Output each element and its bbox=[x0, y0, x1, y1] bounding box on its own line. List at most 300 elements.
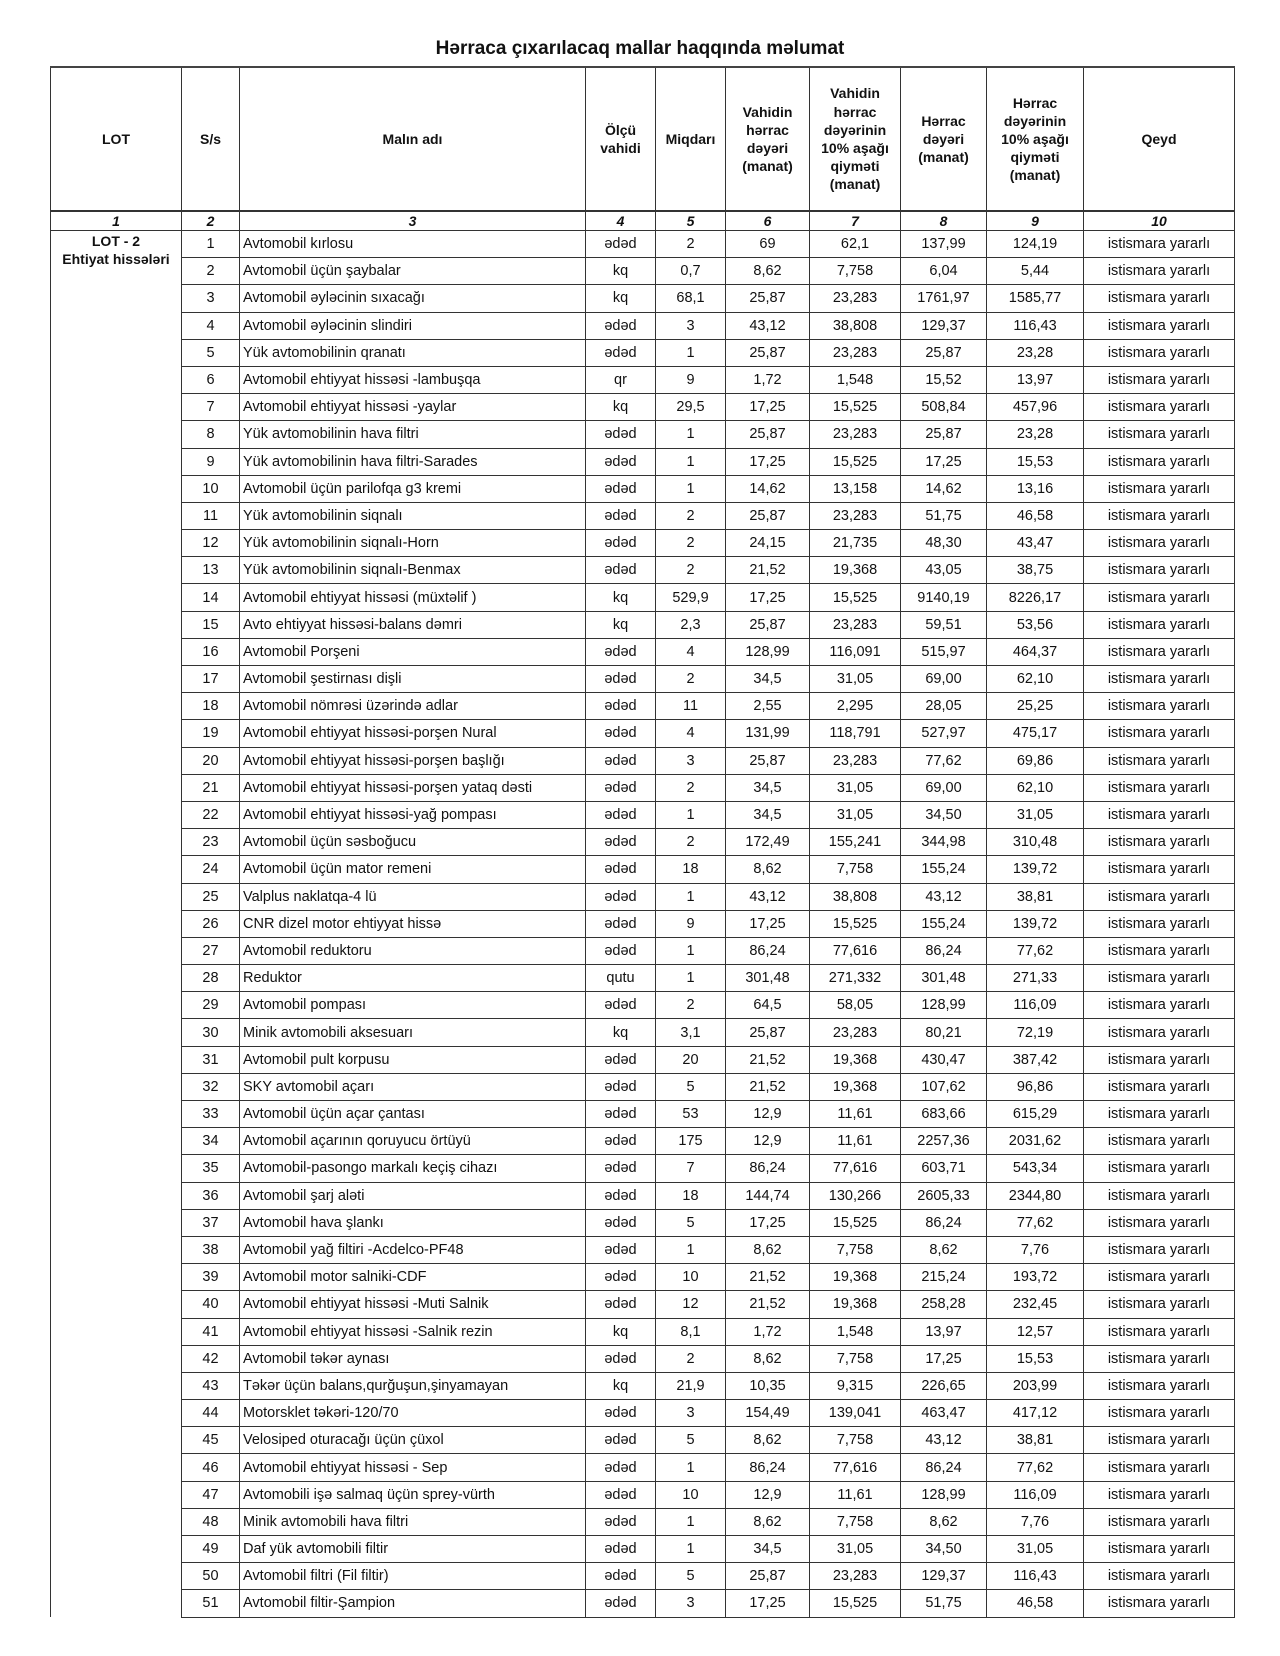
unit-price-cell: 24,15 bbox=[726, 530, 810, 557]
note-cell: istismara yararlı bbox=[1084, 421, 1235, 448]
header-unit-price: Vahidin hərrac dəyəri (manat) bbox=[726, 67, 810, 211]
serial-cell: 11 bbox=[182, 502, 240, 529]
table-row bbox=[51, 231, 1235, 258]
item-name-cell: Avtomobil Porşeni bbox=[240, 638, 586, 665]
header-lot: LOT bbox=[51, 67, 182, 211]
total-price-discount-cell: 23,28 bbox=[987, 339, 1084, 366]
note-cell: istismara yararlı bbox=[1084, 394, 1235, 421]
note-cell: istismara yararlı bbox=[1084, 1073, 1235, 1100]
unit-cell: ədəd bbox=[586, 1400, 656, 1427]
serial-cell: 42 bbox=[182, 1345, 240, 1372]
unit-cell: ədəd bbox=[586, 1101, 656, 1128]
unit-price-cell: 17,25 bbox=[726, 1590, 810, 1617]
unit-cell: ədəd bbox=[586, 883, 656, 910]
quantity-cell: 0,7 bbox=[656, 258, 726, 285]
goods-table bbox=[50, 66, 1235, 1618]
unit-price-cell: 8,62 bbox=[726, 258, 810, 285]
unit-price-cell: 10,35 bbox=[726, 1372, 810, 1399]
table-row bbox=[51, 1155, 1235, 1182]
total-price-cell: 515,97 bbox=[901, 638, 987, 665]
unit-cell: ədəd bbox=[586, 1563, 656, 1590]
quantity-cell: 2 bbox=[656, 992, 726, 1019]
quantity-cell: 2 bbox=[656, 774, 726, 801]
serial-cell: 23 bbox=[182, 829, 240, 856]
quantity-cell: 1 bbox=[656, 1536, 726, 1563]
item-name-cell: Avtomobil reduktoru bbox=[240, 937, 586, 964]
item-name-cell: Avtomobil üçün parilofqa g3 kremi bbox=[240, 475, 586, 502]
total-price-discount-cell: 139,72 bbox=[987, 910, 1084, 937]
serial-cell: 29 bbox=[182, 992, 240, 1019]
quantity-cell: 1 bbox=[656, 883, 726, 910]
unit-price-cell: 43,12 bbox=[726, 883, 810, 910]
unit-cell: ədəd bbox=[586, 421, 656, 448]
unit-price-discount-cell: 271,332 bbox=[810, 965, 901, 992]
note-cell: istismara yararlı bbox=[1084, 937, 1235, 964]
item-name-cell: Avtomobil-pasongo markalı keçiş cihazı bbox=[240, 1155, 586, 1182]
unit-price-discount-cell: 77,616 bbox=[810, 1155, 901, 1182]
total-price-discount-cell: 475,17 bbox=[987, 720, 1084, 747]
serial-cell: 43 bbox=[182, 1372, 240, 1399]
unit-cell: ədəd bbox=[586, 992, 656, 1019]
note-cell: istismara yararlı bbox=[1084, 1128, 1235, 1155]
quantity-cell: 29,5 bbox=[656, 394, 726, 421]
total-price-cell: 155,24 bbox=[901, 910, 987, 937]
unit-price-cell: 86,24 bbox=[726, 1454, 810, 1481]
quantity-cell: 4 bbox=[656, 720, 726, 747]
total-price-cell: 129,37 bbox=[901, 1563, 987, 1590]
unit-price-cell: 21,52 bbox=[726, 557, 810, 584]
item-name-cell: Avtomobil açarının qoruyucu örtüyü bbox=[240, 1128, 586, 1155]
unit-price-discount-cell: 15,525 bbox=[810, 448, 901, 475]
quantity-cell: 1 bbox=[656, 475, 726, 502]
unit-price-discount-cell: 19,368 bbox=[810, 1073, 901, 1100]
item-name-cell: Minik avtomobili aksesuarı bbox=[240, 1019, 586, 1046]
unit-price-cell: 25,87 bbox=[726, 502, 810, 529]
unit-cell: ədəd bbox=[586, 231, 656, 258]
note-cell: istismara yararlı bbox=[1084, 1236, 1235, 1263]
serial-cell: 5 bbox=[182, 339, 240, 366]
table-row bbox=[51, 1563, 1235, 1590]
total-price-discount-cell: 69,86 bbox=[987, 747, 1084, 774]
table-row bbox=[51, 1400, 1235, 1427]
total-price-cell: 8,62 bbox=[901, 1508, 987, 1535]
note-cell: istismara yararlı bbox=[1084, 720, 1235, 747]
quantity-cell: 3 bbox=[656, 747, 726, 774]
item-name-cell: Avtomobil pompası bbox=[240, 992, 586, 1019]
quantity-cell: 175 bbox=[656, 1128, 726, 1155]
quantity-cell: 10 bbox=[656, 1264, 726, 1291]
item-name-cell: Avtomobil ehtiyyat hissəsi-porşen yataq dəsti bbox=[240, 774, 586, 801]
serial-cell: 35 bbox=[182, 1155, 240, 1182]
quantity-cell: 2 bbox=[656, 829, 726, 856]
total-price-discount-cell: 193,72 bbox=[987, 1264, 1084, 1291]
unit-cell: kq bbox=[586, 584, 656, 611]
serial-cell: 24 bbox=[182, 856, 240, 883]
unit-cell: ədəd bbox=[586, 1128, 656, 1155]
total-price-cell: 59,51 bbox=[901, 611, 987, 638]
item-name-cell: Avtomobil əyləcinin slindiri bbox=[240, 312, 586, 339]
lot-label: LOT - 2 bbox=[91, 233, 141, 249]
table-row bbox=[51, 992, 1235, 1019]
unit-cell: ədəd bbox=[586, 747, 656, 774]
total-price-cell: 43,05 bbox=[901, 557, 987, 584]
total-price-discount-cell: 72,19 bbox=[987, 1019, 1084, 1046]
quantity-cell: 2 bbox=[656, 231, 726, 258]
unit-cell: ədəd bbox=[586, 774, 656, 801]
table-row bbox=[51, 557, 1235, 584]
total-price-cell: 17,25 bbox=[901, 448, 987, 475]
total-price-discount-cell: 46,58 bbox=[987, 1590, 1084, 1617]
total-price-cell: 683,66 bbox=[901, 1101, 987, 1128]
quantity-cell: 11 bbox=[656, 693, 726, 720]
column-number: 6 bbox=[726, 211, 810, 231]
table-row bbox=[51, 530, 1235, 557]
total-price-discount-cell: 96,86 bbox=[987, 1073, 1084, 1100]
table-row bbox=[51, 801, 1235, 828]
quantity-cell: 68,1 bbox=[656, 285, 726, 312]
note-cell: istismara yararlı bbox=[1084, 1345, 1235, 1372]
note-cell: istismara yararlı bbox=[1084, 1101, 1235, 1128]
quantity-cell: 3,1 bbox=[656, 1019, 726, 1046]
note-cell: istismara yararlı bbox=[1084, 1536, 1235, 1563]
total-price-discount-cell: 13,16 bbox=[987, 475, 1084, 502]
table-row bbox=[51, 1318, 1235, 1345]
table-row bbox=[51, 856, 1235, 883]
unit-cell: ədəd bbox=[586, 475, 656, 502]
unit-cell: ədəd bbox=[586, 1508, 656, 1535]
unit-price-discount-cell: 77,616 bbox=[810, 1454, 901, 1481]
serial-cell: 15 bbox=[182, 611, 240, 638]
total-price-cell: 51,75 bbox=[901, 1590, 987, 1617]
total-price-discount-cell: 43,47 bbox=[987, 530, 1084, 557]
quantity-cell: 5 bbox=[656, 1563, 726, 1590]
note-cell: istismara yararlı bbox=[1084, 666, 1235, 693]
total-price-cell: 128,99 bbox=[901, 992, 987, 1019]
unit-price-cell: 25,87 bbox=[726, 285, 810, 312]
unit-cell: ədəd bbox=[586, 937, 656, 964]
serial-cell: 32 bbox=[182, 1073, 240, 1100]
item-name-cell: Avtomobil ehtiyyat hissəsi -Salnik rezin bbox=[240, 1318, 586, 1345]
unit-price-cell: 8,62 bbox=[726, 1508, 810, 1535]
item-name-cell: Avtomobil ehtiyyat hissəsi-porşen başlığı bbox=[240, 747, 586, 774]
unit-price-cell: 131,99 bbox=[726, 720, 810, 747]
header-quantity: Miqdarı bbox=[656, 67, 726, 211]
total-price-cell: 43,12 bbox=[901, 1427, 987, 1454]
total-price-cell: 25,87 bbox=[901, 421, 987, 448]
unit-cell: kq bbox=[586, 394, 656, 421]
note-cell: istismara yararlı bbox=[1084, 1019, 1235, 1046]
item-name-cell: Avtomobil ehtiyyat hissəsi - Sep bbox=[240, 1454, 586, 1481]
unit-price-discount-cell: 139,041 bbox=[810, 1400, 901, 1427]
total-price-cell: 34,50 bbox=[901, 1536, 987, 1563]
unit-cell: ədəd bbox=[586, 1264, 656, 1291]
column-number: 5 bbox=[656, 211, 726, 231]
total-price-cell: 344,98 bbox=[901, 829, 987, 856]
table-body bbox=[51, 231, 1235, 1618]
unit-price-discount-cell: 58,05 bbox=[810, 992, 901, 1019]
total-price-discount-cell: 310,48 bbox=[987, 829, 1084, 856]
note-cell: istismara yararlı bbox=[1084, 1508, 1235, 1535]
total-price-discount-cell: 31,05 bbox=[987, 801, 1084, 828]
quantity-cell: 1 bbox=[656, 937, 726, 964]
item-name-cell: Avtomobil yağ filtiri -Acdelco-PF48 bbox=[240, 1236, 586, 1263]
note-cell: istismara yararlı bbox=[1084, 1046, 1235, 1073]
unit-price-discount-cell: 7,758 bbox=[810, 258, 901, 285]
unit-cell: kq bbox=[586, 258, 656, 285]
total-price-discount-cell: 203,99 bbox=[987, 1372, 1084, 1399]
item-name-cell: Yük avtomobilinin qranatı bbox=[240, 339, 586, 366]
quantity-cell: 1 bbox=[656, 1236, 726, 1263]
total-price-cell: 34,50 bbox=[901, 801, 987, 828]
item-name-cell: Avtomobil filtri (Fil filtir) bbox=[240, 1563, 586, 1590]
item-name-cell: Avtomobil üçün açar çantası bbox=[240, 1101, 586, 1128]
total-price-cell: 107,62 bbox=[901, 1073, 987, 1100]
unit-price-discount-cell: 11,61 bbox=[810, 1481, 901, 1508]
total-price-discount-cell: 23,28 bbox=[987, 421, 1084, 448]
serial-cell: 9 bbox=[182, 448, 240, 475]
quantity-cell: 21,9 bbox=[656, 1372, 726, 1399]
quantity-cell: 2 bbox=[656, 530, 726, 557]
note-cell: istismara yararlı bbox=[1084, 1155, 1235, 1182]
total-price-discount-cell: 46,58 bbox=[987, 502, 1084, 529]
total-price-cell: 17,25 bbox=[901, 1345, 987, 1372]
serial-cell: 26 bbox=[182, 910, 240, 937]
unit-price-discount-cell: 7,758 bbox=[810, 856, 901, 883]
unit-price-discount-cell: 116,091 bbox=[810, 638, 901, 665]
table-row bbox=[51, 910, 1235, 937]
unit-price-cell: 17,25 bbox=[726, 448, 810, 475]
serial-cell: 39 bbox=[182, 1264, 240, 1291]
unit-price-discount-cell: 13,158 bbox=[810, 475, 901, 502]
total-price-cell: 86,24 bbox=[901, 1209, 987, 1236]
unit-cell: ədəd bbox=[586, 1046, 656, 1073]
unit-price-cell: 12,9 bbox=[726, 1481, 810, 1508]
column-number: 2 bbox=[182, 211, 240, 231]
item-name-cell: Avtomobil ehtiyyat hissəsi-porşen Nural bbox=[240, 720, 586, 747]
total-price-cell: 86,24 bbox=[901, 937, 987, 964]
total-price-cell: 258,28 bbox=[901, 1291, 987, 1318]
column-number: 7 bbox=[810, 211, 901, 231]
quantity-cell: 18 bbox=[656, 1182, 726, 1209]
unit-price-discount-cell: 21,735 bbox=[810, 530, 901, 557]
serial-cell: 51 bbox=[182, 1590, 240, 1617]
unit-price-cell: 21,52 bbox=[726, 1073, 810, 1100]
unit-price-discount-cell: 62,1 bbox=[810, 231, 901, 258]
table-row bbox=[51, 747, 1235, 774]
unit-cell: kq bbox=[586, 1372, 656, 1399]
table-row bbox=[51, 1019, 1235, 1046]
note-cell: istismara yararlı bbox=[1084, 965, 1235, 992]
unit-cell: ədəd bbox=[586, 502, 656, 529]
serial-cell: 6 bbox=[182, 366, 240, 393]
unit-cell: ədəd bbox=[586, 1155, 656, 1182]
total-price-discount-cell: 417,12 bbox=[987, 1400, 1084, 1427]
total-price-discount-cell: 5,44 bbox=[987, 258, 1084, 285]
unit-price-discount-cell: 31,05 bbox=[810, 666, 901, 693]
table-row bbox=[51, 366, 1235, 393]
note-cell: istismara yararlı bbox=[1084, 530, 1235, 557]
unit-price-discount-cell: 118,791 bbox=[810, 720, 901, 747]
unit-cell: ədəd bbox=[586, 1073, 656, 1100]
serial-cell: 19 bbox=[182, 720, 240, 747]
unit-price-discount-cell: 9,315 bbox=[810, 1372, 901, 1399]
unit-price-discount-cell: 23,283 bbox=[810, 339, 901, 366]
table-row bbox=[51, 1481, 1235, 1508]
table-row bbox=[51, 421, 1235, 448]
quantity-cell: 8,1 bbox=[656, 1318, 726, 1345]
note-cell: istismara yararlı bbox=[1084, 1264, 1235, 1291]
table-row bbox=[51, 693, 1235, 720]
table-row bbox=[51, 611, 1235, 638]
quantity-cell: 2 bbox=[656, 557, 726, 584]
unit-price-discount-cell: 15,525 bbox=[810, 394, 901, 421]
unit-cell: ədəd bbox=[586, 1427, 656, 1454]
unit-price-discount-cell: 77,616 bbox=[810, 937, 901, 964]
note-cell: istismara yararlı bbox=[1084, 1291, 1235, 1318]
unit-price-discount-cell: 155,241 bbox=[810, 829, 901, 856]
note-cell: istismara yararlı bbox=[1084, 1182, 1235, 1209]
serial-cell: 27 bbox=[182, 937, 240, 964]
unit-price-cell: 21,52 bbox=[726, 1046, 810, 1073]
unit-cell: ədəd bbox=[586, 1590, 656, 1617]
note-cell: istismara yararlı bbox=[1084, 1481, 1235, 1508]
unit-price-cell: 154,49 bbox=[726, 1400, 810, 1427]
total-price-cell: 155,24 bbox=[901, 856, 987, 883]
total-price-discount-cell: 38,81 bbox=[987, 883, 1084, 910]
serial-cell: 16 bbox=[182, 638, 240, 665]
table-row bbox=[51, 1454, 1235, 1481]
total-price-discount-cell: 77,62 bbox=[987, 937, 1084, 964]
unit-price-discount-cell: 1,548 bbox=[810, 366, 901, 393]
table-row bbox=[51, 1209, 1235, 1236]
serial-cell: 47 bbox=[182, 1481, 240, 1508]
item-name-cell: Avtomobil şestirnası dişli bbox=[240, 666, 586, 693]
total-price-cell: 48,30 bbox=[901, 530, 987, 557]
total-price-discount-cell: 62,10 bbox=[987, 774, 1084, 801]
unit-cell: ədəd bbox=[586, 1345, 656, 1372]
unit-price-cell: 34,5 bbox=[726, 774, 810, 801]
unit-price-cell: 34,5 bbox=[726, 801, 810, 828]
item-name-cell: Təkər üçün balans,qurğuşun,şinyamayan bbox=[240, 1372, 586, 1399]
table-row bbox=[51, 285, 1235, 312]
unit-cell: kq bbox=[586, 1019, 656, 1046]
unit-cell: kq bbox=[586, 611, 656, 638]
unit-price-discount-cell: 7,758 bbox=[810, 1427, 901, 1454]
column-number-row bbox=[51, 211, 1235, 231]
unit-price-discount-cell: 19,368 bbox=[810, 1264, 901, 1291]
unit-price-discount-cell: 38,808 bbox=[810, 312, 901, 339]
note-cell: istismara yararlı bbox=[1084, 231, 1235, 258]
unit-price-cell: 172,49 bbox=[726, 829, 810, 856]
header-row bbox=[51, 67, 1235, 211]
serial-cell: 7 bbox=[182, 394, 240, 421]
serial-cell: 4 bbox=[182, 312, 240, 339]
table-row bbox=[51, 774, 1235, 801]
note-cell: istismara yararlı bbox=[1084, 774, 1235, 801]
item-name-cell: Avtomobil ehtiyyat hissəsi -lambuşqa bbox=[240, 366, 586, 393]
unit-cell: ədəd bbox=[586, 1454, 656, 1481]
unit-price-discount-cell: 31,05 bbox=[810, 774, 901, 801]
item-name-cell: Avtomobil təkər aynası bbox=[240, 1345, 586, 1372]
quantity-cell: 2 bbox=[656, 666, 726, 693]
total-price-cell: 8,62 bbox=[901, 1236, 987, 1263]
table-row bbox=[51, 883, 1235, 910]
document-title: Hərraca çıxarılacaq mallar haqqında məlumat bbox=[435, 38, 845, 59]
note-cell: istismara yararlı bbox=[1084, 883, 1235, 910]
total-price-cell: 1761,97 bbox=[901, 285, 987, 312]
total-price-cell: 80,21 bbox=[901, 1019, 987, 1046]
unit-price-discount-cell: 7,758 bbox=[810, 1508, 901, 1535]
total-price-cell: 43,12 bbox=[901, 883, 987, 910]
note-cell: istismara yararlı bbox=[1084, 339, 1235, 366]
total-price-discount-cell: 38,81 bbox=[987, 1427, 1084, 1454]
item-name-cell: Minik avtomobili hava filtri bbox=[240, 1508, 586, 1535]
unit-price-discount-cell: 23,283 bbox=[810, 285, 901, 312]
header-total-price-discount: Hərrac dəyərinin 10% aşağı qiyməti (manat) bbox=[987, 67, 1084, 211]
item-name-cell: Avtomobil kırlosu bbox=[240, 231, 586, 258]
unit-cell: qr bbox=[586, 366, 656, 393]
total-price-discount-cell: 457,96 bbox=[987, 394, 1084, 421]
unit-price-discount-cell: 11,61 bbox=[810, 1128, 901, 1155]
unit-price-discount-cell: 23,283 bbox=[810, 1563, 901, 1590]
table-row bbox=[51, 448, 1235, 475]
table-row bbox=[51, 937, 1235, 964]
item-name-cell: Avtomobil əyləcinin sıxacağı bbox=[240, 285, 586, 312]
serial-cell: 13 bbox=[182, 557, 240, 584]
serial-cell: 12 bbox=[182, 530, 240, 557]
total-price-discount-cell: 12,57 bbox=[987, 1318, 1084, 1345]
column-number: 8 bbox=[901, 211, 987, 231]
quantity-cell: 3 bbox=[656, 312, 726, 339]
column-number: 4 bbox=[586, 211, 656, 231]
unit-price-cell: 25,87 bbox=[726, 421, 810, 448]
unit-cell: ədəd bbox=[586, 693, 656, 720]
table-row bbox=[51, 638, 1235, 665]
serial-cell: 41 bbox=[182, 1318, 240, 1345]
total-price-cell: 137,99 bbox=[901, 231, 987, 258]
table-row bbox=[51, 1182, 1235, 1209]
table-row bbox=[51, 720, 1235, 747]
item-name-cell: Motorsklet təkəri-120/70 bbox=[240, 1400, 586, 1427]
quantity-cell: 1 bbox=[656, 965, 726, 992]
item-name-cell: Avtomobil şarj aləti bbox=[240, 1182, 586, 1209]
total-price-discount-cell: 77,62 bbox=[987, 1209, 1084, 1236]
table-row bbox=[51, 965, 1235, 992]
item-name-cell: Avtomobil üçün səsboğucu bbox=[240, 829, 586, 856]
quantity-cell: 2,3 bbox=[656, 611, 726, 638]
quantity-cell: 3 bbox=[656, 1590, 726, 1617]
unit-cell: ədəd bbox=[586, 312, 656, 339]
serial-cell: 46 bbox=[182, 1454, 240, 1481]
unit-cell: qutu bbox=[586, 965, 656, 992]
serial-cell: 14 bbox=[182, 584, 240, 611]
total-price-discount-cell: 13,97 bbox=[987, 366, 1084, 393]
unit-price-discount-cell: 130,266 bbox=[810, 1182, 901, 1209]
quantity-cell: 12 bbox=[656, 1291, 726, 1318]
total-price-discount-cell: 7,76 bbox=[987, 1508, 1084, 1535]
note-cell: istismara yararlı bbox=[1084, 801, 1235, 828]
total-price-discount-cell: 615,29 bbox=[987, 1101, 1084, 1128]
total-price-cell: 215,24 bbox=[901, 1264, 987, 1291]
table-row bbox=[51, 1508, 1235, 1535]
unit-price-cell: 128,99 bbox=[726, 638, 810, 665]
note-cell: istismara yararlı bbox=[1084, 1427, 1235, 1454]
note-cell: istismara yararlı bbox=[1084, 1563, 1235, 1590]
note-cell: istismara yararlı bbox=[1084, 312, 1235, 339]
header-unit: Ölçü vahidi bbox=[586, 67, 656, 211]
quantity-cell: 2 bbox=[656, 1345, 726, 1372]
column-number: 9 bbox=[987, 211, 1084, 231]
